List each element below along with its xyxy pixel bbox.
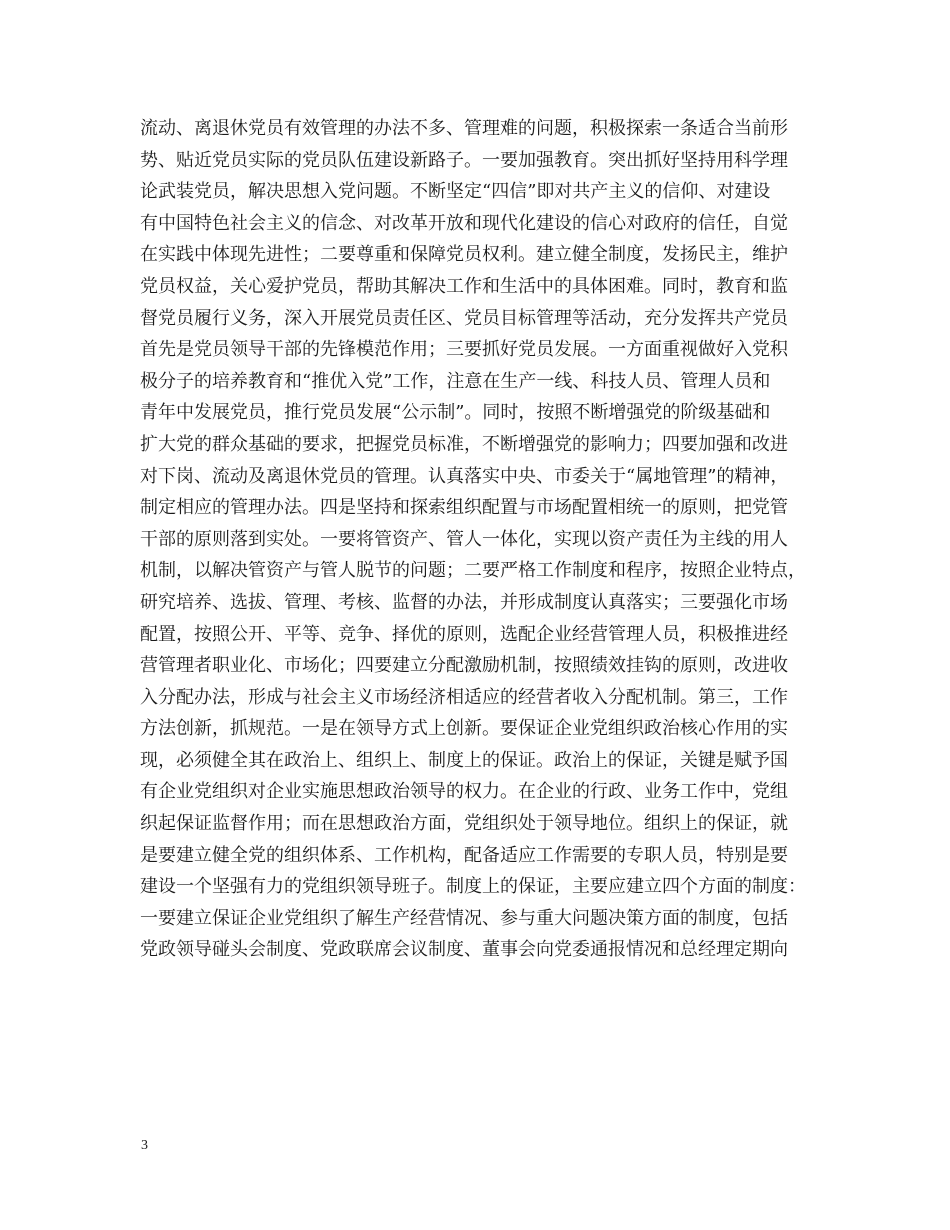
text-line: 是要建立健全党的组织体系、工作机构，配备适应工作需要的专职人员，特别是要 xyxy=(140,844,788,866)
text-line: 扩大党的群众基础的要求，把握党员标准，不断增强党的影响力；四要加强和改进 xyxy=(140,433,788,455)
text-line: 建设一个坚强有力的党组织领导班子。制度上的保证，主要应建立四个方面的制度： xyxy=(140,876,806,898)
text-line: 有中国特色社会主义的信念、对改革开放和现代化建设的信心对政府的信任，自觉 xyxy=(140,212,788,234)
text-line: 首先是党员领导干部的先锋模范作用；三要抓好党员发展。一方面重视做好入党积 xyxy=(140,339,788,361)
text-line: 方法创新，抓规范。一是在领导方式上创新。要保证企业党组织政治核心作用的实 xyxy=(140,718,788,740)
body-paragraph xyxy=(140,113,840,966)
text-line: 对下岗、流动及离退休党员的管理。认真落实中央、市委关于“属地管理”的精神， xyxy=(140,465,789,487)
text-line: 有企业党组织对企业实施思想政治领导的权力。在企业的行政、业务工作中，党组 xyxy=(140,781,788,803)
text-line: 极分子的培养教育和“推优入党”工作，注意在生产一线、科技人员、管理人员和 xyxy=(140,370,771,392)
text-line: 一要建立保证企业党组织了解生产经营情况、参与重大问题决策方面的制度，包括 xyxy=(140,907,788,929)
text-line: 制定相应的管理办法。四是坚持和探索组织配置与市场配置相统一的原则，把党管 xyxy=(140,497,788,519)
text-line: 势、贴近党员实际的党员队伍建设新路子。一要加强教育。突出抓好坚持用科学理 xyxy=(140,149,788,171)
text-line: 研究培养、选拔、管理、考核、监督的办法，并形成制度认真落实；三要强化市场 xyxy=(140,591,788,613)
text-line: 流动、离退休党员有效管理的办法不多、管理难的问题，积极探索一条适合当前形 xyxy=(140,118,788,139)
text-line: 现，必须健全其在政治上、组织上、制度上的保证。政治上的保证，关键是赋予国 xyxy=(140,749,788,771)
text-line: 营管理者职业化、市场化；四要建立分配激励机制，按照绩效挂钩的原则，改进收 xyxy=(140,655,788,677)
text-line: 青年中发展党员，推行党员发展“公示制”。同时，按照不断增强党的阶级基础和 xyxy=(140,402,771,424)
text-line: 在实践中体现先进性；二要尊重和保障党员权利。建立健全制度，发扬民主，维护 xyxy=(140,244,788,266)
text-line: 配置，按照公开、平等、竞争、择优的原则，选配企业经营管理人员，积极推进经 xyxy=(140,623,788,645)
text-line: 机制，以解决管资产与管人脱节的问题；二要严格工作制度和程序，按照企业特点， xyxy=(140,560,806,582)
text-line: 督党员履行义务，深入开展党员责任区、党员目标管理等活动，充分发挥共产党员 xyxy=(140,307,788,329)
page-number: 3 xyxy=(141,1138,148,1153)
text-line: 干部的原则落到实处。一要将管资产、管人一体化，实现以资产责任为主线的用人 xyxy=(140,528,788,550)
text-line: 织起保证监督作用；而在思想政治方面，党组织处于领导地位。组织上的保证，就 xyxy=(140,813,788,835)
text-line: 党员权益，关心爱护党员，帮助其解决工作和生活中的具体困难。同时，教育和监 xyxy=(140,275,788,297)
text-line: 论武装党员，解决思想入党问题。不断坚定“四信”即对共产主义的信仰、对建设 xyxy=(140,181,771,203)
text-line: 入分配办法，形成与社会主义市场经济相适应的经营者收入分配机制。第三，工作 xyxy=(140,686,788,708)
text-line: 党政领导碰头会制度、党政联席会议制度、董事会向党委通报情况和总经理定期向 xyxy=(140,939,788,961)
